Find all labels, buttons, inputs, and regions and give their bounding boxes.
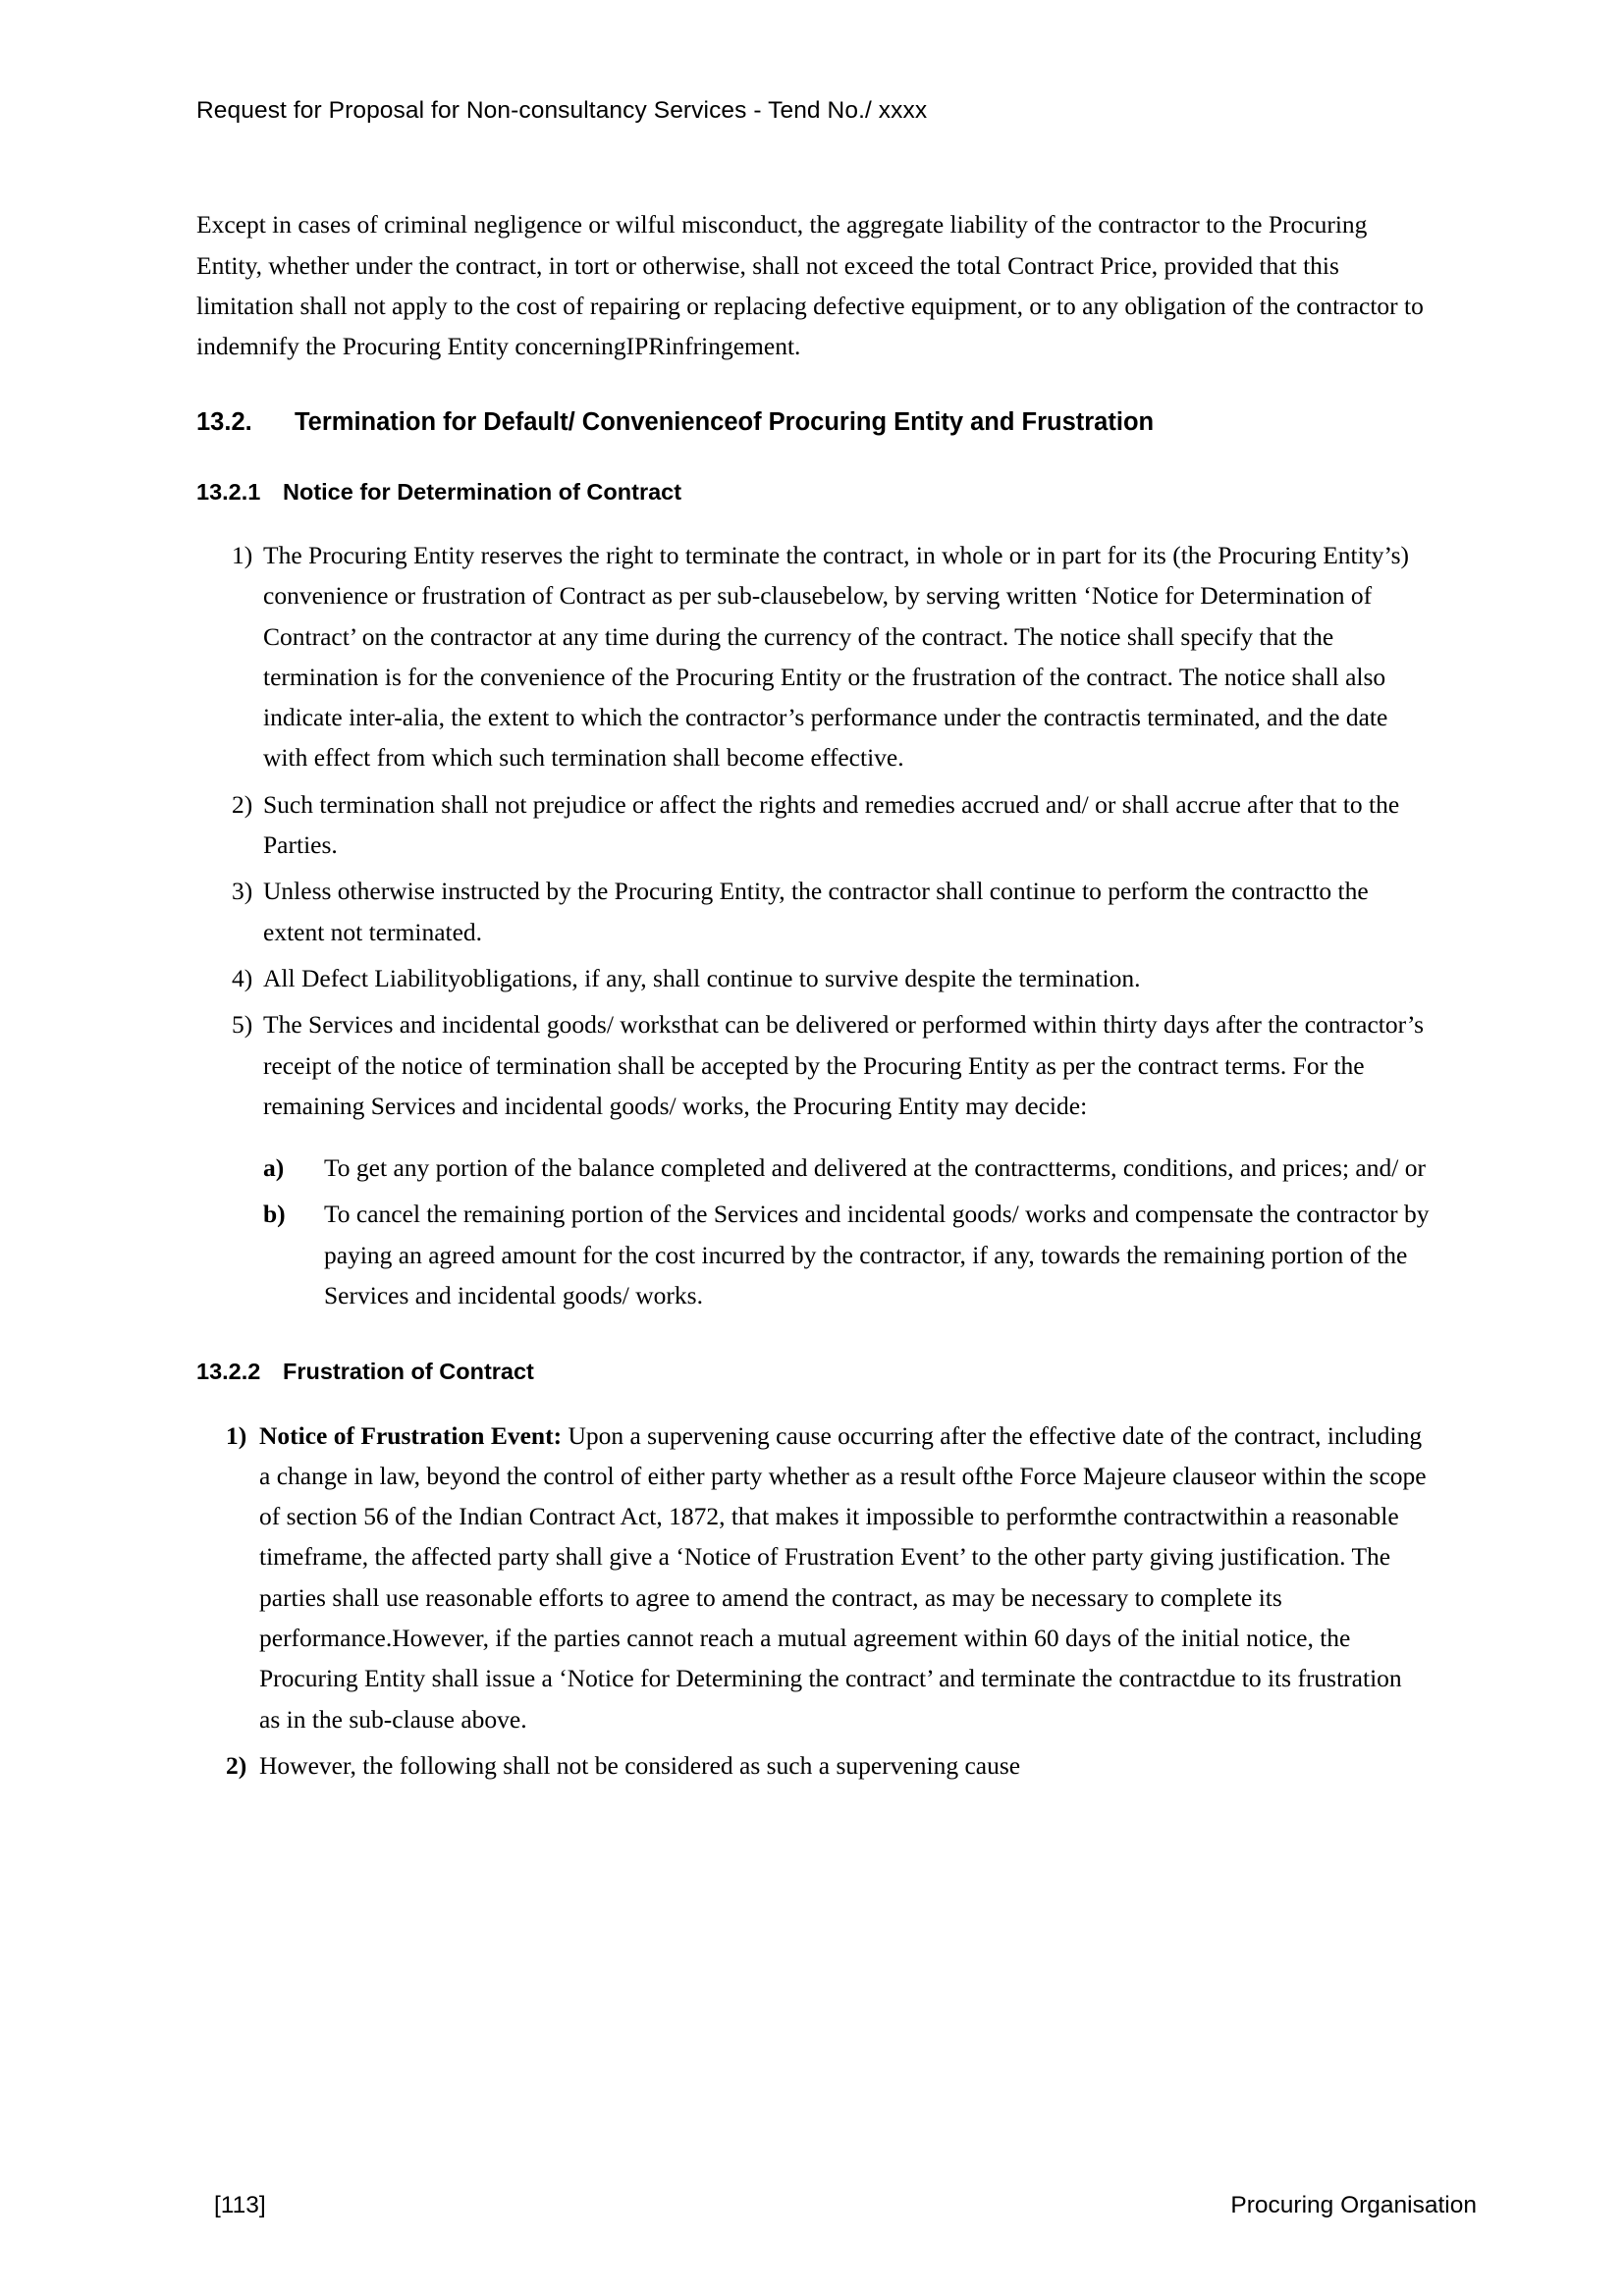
intro-paragraph: Except in cases of criminal negligence or wilful misconduct, the aggregate liability of the contractor to the Procuring Entity, whether under the contract, in tort or otherwise, shall not exceed the total Contract Price, provided that this limitation shall not apply to the cost of repairing or replacing defective equipment, or to any obligation of the contractor to indemnify the Procuring Entity concerningIPRinfringement. <box>196 210 1424 361</box>
list-marker: 2) <box>226 1750 247 1780</box>
footer-organisation: Procuring Organisation <box>1230 2192 1477 2218</box>
sublist-text: To get any portion of the balance completed and delivered at the contractterms, conditions, and prices; and/ or <box>324 1153 1426 1183</box>
subsection-title: Frustration of Contract <box>283 1359 534 1385</box>
subsection-heading-13-2-2 <box>196 1355 1477 1389</box>
section-title: Termination for Default/ Convenienceof Procuring Entity and Frustration <box>295 408 1155 437</box>
sublist-13-2-1-5 <box>263 1148 1432 1315</box>
list-text <box>259 1415 1428 1739</box>
list-13-2-1 <box>196 535 1477 1325</box>
list-text: However, the following shall not be considered as such a supervening cause <box>259 1750 1021 1780</box>
list-marker: 2) <box>232 789 253 819</box>
subsection-number: 13.2.2 <box>196 1359 261 1385</box>
section-number: 13.2. <box>196 408 252 437</box>
list-item <box>196 535 1477 778</box>
list-text: All Defect Liabilityobligations, if any, shall continue to survive despite the termination. <box>263 963 1141 992</box>
subsection-number: 13.2.1 <box>196 478 261 505</box>
footer-page-number: [113] <box>214 2192 266 2218</box>
list-text: Unless otherwise instructed by the Procuring Entity, the contractor shall continue to perform the contractto the extent not terminated. <box>263 877 1369 946</box>
list-marker: 3) <box>232 877 253 906</box>
sublist-item <box>263 1194 1432 1315</box>
sublist-marker: b) <box>263 1200 286 1229</box>
list-text: Such termination shall not prejudice or affect the rights and remedies accrued and/ or shall accrue after that to the Parties. <box>263 789 1400 860</box>
list-marker: 5) <box>232 1010 253 1040</box>
subsection-heading-13-2-1 <box>196 475 1477 509</box>
list-item-lead: Notice of Frustration Event: <box>259 1420 563 1450</box>
list-marker: 1) <box>232 540 253 569</box>
list-text-body: The Services and incidental goods/ worksthat can be delivered or performed within thirty days after the contractor’s receipt of the notice of termination shall be accepted by the Procuring Entity as per the contract terms. For the remaining Services and incidental goods/ works, the Procuring Entity may decide: <box>263 1010 1425 1120</box>
list-text-body: Upon a supervening cause occurring after the effective date of the contract, including a change in law, beyond the control of either party whether as a result ofthe Force Majeure clauseor within the scope of section 56 of the Indian Contract Act, 1872, that makes it impossible to performthe contractwithin a reasonable timeframe, the affected party shall give a ‘Notice of Frustration Event’ to the other party giving justification. The parties shall use reasonable efforts to agree to amend the contract, as may be necessary to complete its performance.However, if the parties cannot reach a mutual agreement within 60 days of the initial notice, the Procuring Entity shall issue a ‘Notice for Determining the contract’ and terminate the contractdue to its frustration as in the sub-clause above. <box>259 1420 1427 1734</box>
list-item <box>196 784 1477 866</box>
subsection-title: Notice for Determination of Contract <box>283 478 682 505</box>
section-heading-13-2 <box>196 403 1477 441</box>
sublist-marker: a) <box>263 1153 285 1183</box>
sublist-item <box>263 1148 1432 1188</box>
page-header: Request for Proposal for Non-consultancy Services - Tend No./ xxxx <box>196 97 928 124</box>
document-body <box>196 204 1477 1786</box>
list-item <box>196 958 1477 998</box>
list-marker: 4) <box>232 963 253 992</box>
sublist-text: To cancel the remaining portion of the Services and incidental goods/ works and compensate the contractor by paying an agreed amount for the cost incurred by the contractor, if any, towards the remaining portion of the Services and incidental goods/ works. <box>324 1200 1430 1310</box>
page-footer <box>196 2192 1477 2219</box>
list-item <box>196 1745 1477 1786</box>
list-marker: 1) <box>226 1420 247 1450</box>
list-text <box>263 1004 1432 1325</box>
list-item <box>196 871 1477 952</box>
list-item <box>196 1004 1477 1325</box>
list-13-2-2 <box>196 1415 1477 1787</box>
list-item <box>196 1415 1477 1739</box>
list-text: The Procuring Entity reserves the right to terminate the contract, in whole or in part for its (the Procuring Entity’s) convenience or frustration of Contract as per sub-clausebelow, by serving written ‘Notice for Determination of Contract’ on the contractor at any time during the currency of the contract. The notice shall specify that the termination is for the convenience of the Procuring Entity or the frustration of the contract. The notice shall also indicate inter-alia, the extent to which the contractor’s performance under the contractis terminated, and the date with effect from which such termination shall become effective. <box>263 540 1410 773</box>
